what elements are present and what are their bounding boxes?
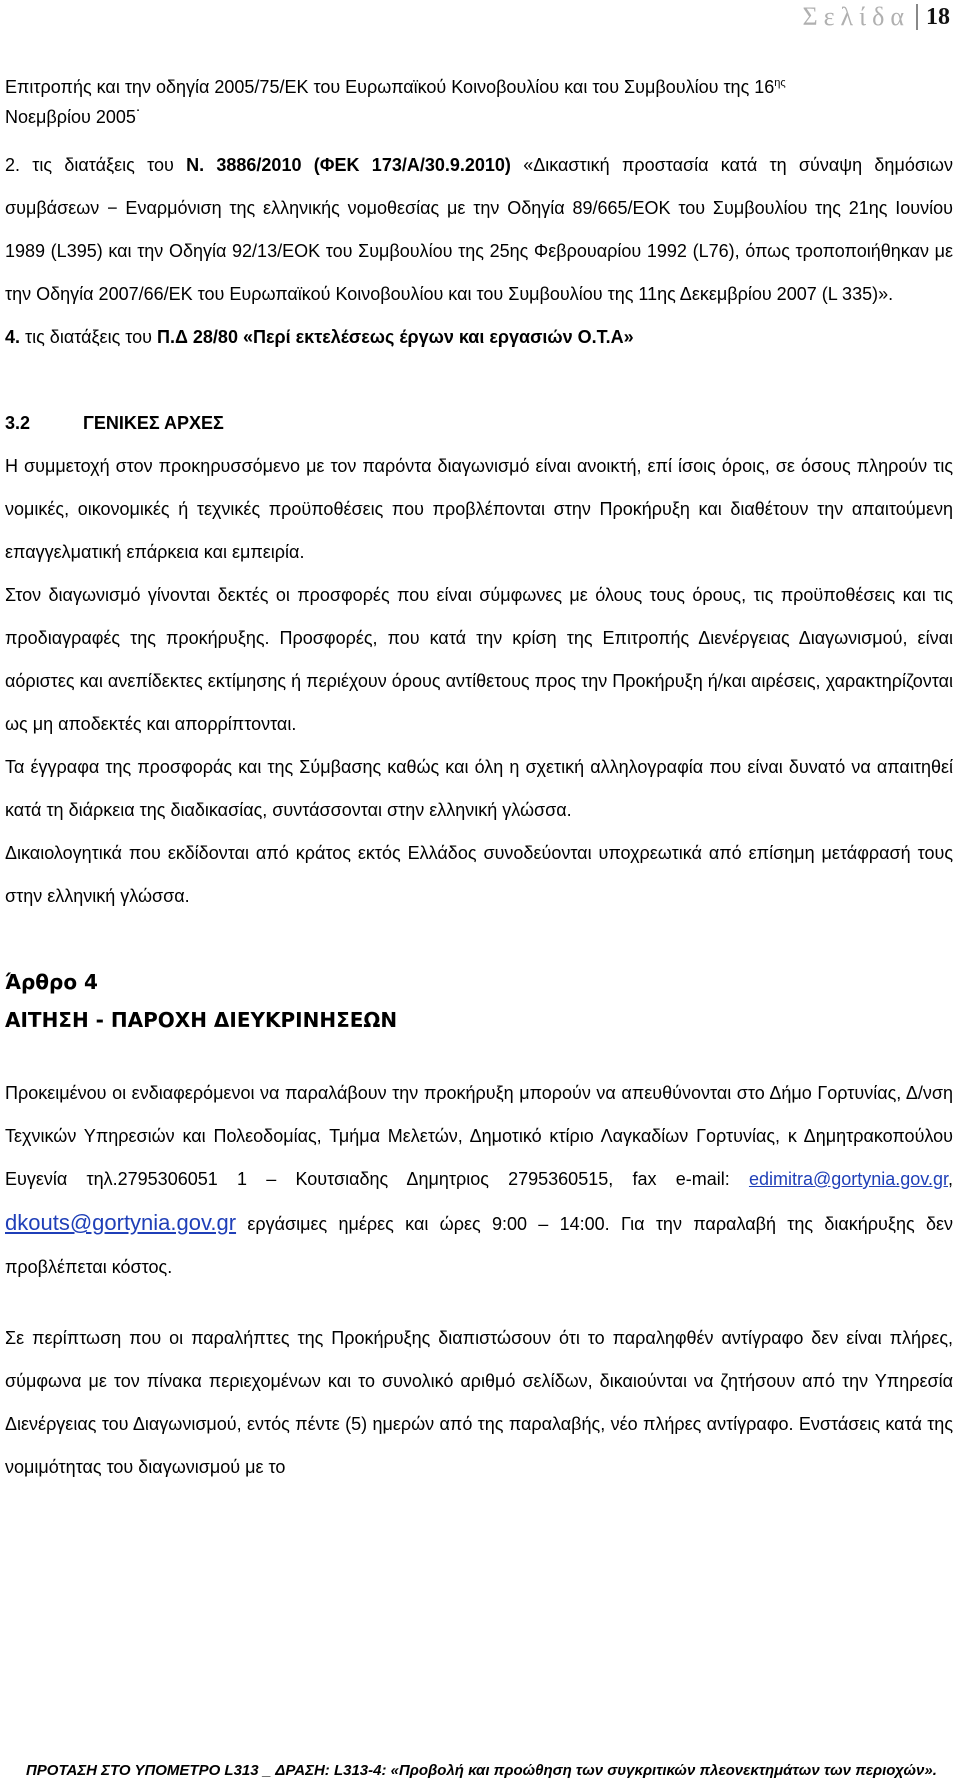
page-header: [802, 2, 950, 32]
list-item-4: 4. τις διατάξεις του Π.Δ 28/80 «Περί εκτελέσεως έργων και εργασιών Ο.Τ.Α»: [5, 327, 634, 347]
section-heading-3-2: 3.2 ΓΕΝΙΚΕΣ ΑΡΧΕΣ: [5, 413, 224, 433]
section-paragraph: Τα έγγραφα της προσφοράς και της Σύμβασης καθώς και όλη η σχετική αλληλογραφία που είναι δυνατό να απαιτηθεί κατά τη διάρκεια της διαδικασίας, συντάσσονται στην ελληνική γλώσσα.: [5, 757, 953, 820]
section-paragraph: Η συμμετοχή στον προκηρυσσόμενο με τον παρόντα διαγωνισμό είναι ανοικτή, επί ίσοις όροις, σε όσους πληρούν τις νομικές, οικονομικές ή τεχνικές προϋποθέσεις που προβλέπονται στην Προκήρυξη και διαθέτουν την απαιτούμενη επαγγελματική επάρκεια και εμπειρία.: [5, 456, 953, 562]
section-paragraph: Στον διαγωνισμό γίνονται δεκτές οι προσφορές που είναι σύμφωνες με όλους τους όρους, τις προϋποθέσεις και τις προδιαγραφές της προκήρυξης. Προσφορές, που κατά την κρίση της Επιτροπής Διενέργειας Διαγωνισμού, είναι αόριστες και ανεπίδεκτες εκτίμησης ή περιέχουν όρους αντίθετους προς την Προκήρυξη ή/και αιρέσεις, χαρακτηρίζονται ως μη αποδεκτές και απορρίπτονται.: [5, 585, 953, 734]
section-paragraph: Δικαιολογητικά που εκδίδονται από κράτος εκτός Ελλάδος συνοδεύονται υποχρεωτικά από επίσημη μετάφρασή τους στην ελληνική γλώσσα.: [5, 843, 953, 906]
list-item-2: 2. τις διατάξεις του Ν. 3886/2010 (ΦΕΚ 173/Α/30.9.2010) «Δικαστική προστασία κατά τη σύναψη δημόσιων συμβάσεων − Εναρμόνιση της ελληνικής νομοθεσίας με την Οδηγία 89/665/ΕΟΚ του Συμβουλίου της 21ης Ιουνίου 1989 (L395) και την Οδηγία 92/13/ΕΟΚ του Συμβουλίου της 25ης Φεβρουαρίου 1992 (L76), όπως τροποποιήθηκαν με την Οδηγία 2007/66/ΕΚ του Ευρωπαϊκού Κοινοβουλίου και του Συμβουλίου της 11ης Δεκεμβρίου 2007 (L 335)».: [5, 155, 953, 304]
paragraph-directive-continuation: Επιτροπής και την οδηγία 2005/75/ΕΚ του Ευρωπαϊκού Κοινοβουλίου και του Συμβουλίου της $16^{\eta\varsigma}$ Νοεμβρίου 2005˙: [5, 77, 786, 127]
article-paragraph-contact: Προκειμένου οι ενδιαφερόμενοι να παραλάβουν την προκήρυξη μπορούν να απευθύνονται στο Δήμο Γορτυνίας, Δ/νση Τεχνικών Υπηρεσιών και Πολεοδομίας, Τμήμα Μελετών, Δημοτικό κτίριο Λαγκαδίων Γορτυνίας, κ Δημητρακοπούλου Ευγενία τηλ.2795306051 1 – Κουτσιαδης Δημητριος 2795360515, fax e-mail: edimitra@gortynia.gov.gr, dkouts@gortynia.gov.gr εργάσιμες ημέρες και ώρες 9:00 – 14:00. Για την παραλαβή της διακήρυξης δεν προβλέπεται κόστος.: [5, 1083, 953, 1277]
email-link-dkouts[interactable]: dkouts@gortynia.gov.gr: [5, 1210, 237, 1235]
article-heading: Άρθρο 4: [5, 970, 98, 994]
header-divider: [916, 4, 918, 30]
page-label: Σελίδα: [802, 2, 910, 31]
article-title: ΑΙΤΗΣΗ - ΠΑΡΟΧΗ ΔΙΕΥΚΡΙΝΗΣΕΩΝ: [5, 1008, 398, 1032]
article-paragraph-incomplete-copy: Σε περίπτωση που οι παραλήπτες της Προκήρυξης διαπιστώσουν ότι το παραληφθέν αντίγραφο δεν είναι πλήρες, σύμφωνα με τον πίνακα περιεχομένων και το συνολικό αριθμό σελίδων, δικαιούνται να ζητήσουν από την Υπηρεσία Διενέργειας του Διαγωνισμού, εντός πέντε (5) ημερών από της παραλαβής, νέο πλήρες αντίγραφο. Ενστάσεις κατά της νομιμότητας του διαγωνισμού με το: [5, 1328, 953, 1477]
page-number: 18: [926, 3, 950, 30]
document-body: [5, 72, 953, 1489]
page-footer: ΠΡΟΤΑΣΗ ΣΤΟ ΥΠΟΜΕΤΡΟ L313 _ ΔΡΑΣΗ: L313-4: «Προβολή και προώθηση των συγκριτικών πλεονεκτημάτων των περιοχών».: [26, 1762, 937, 1779]
email-link-edimitra[interactable]: edimitra@gortynia.gov.gr: [748, 1169, 948, 1189]
